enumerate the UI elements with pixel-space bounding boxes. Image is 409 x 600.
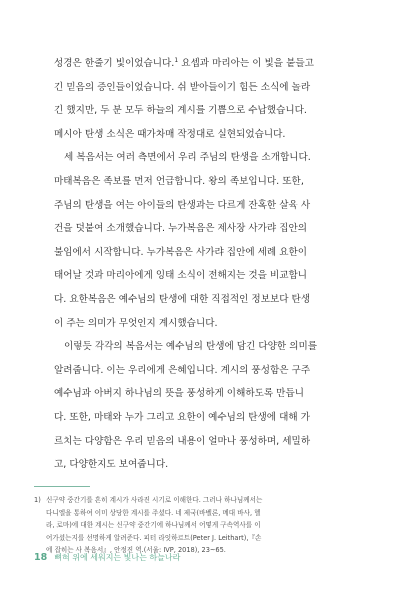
- text-line: 불임에서 시작합니다. 누가복음은 사가랴 집안에 세례 요한이: [54, 246, 308, 258]
- text-line: 마태복음은 족보를 먼저 언급합니다. 왕의 족보입니다. 또한,: [54, 175, 304, 187]
- text-line: 주님의 탄생을 여는 아이들의 탄생과는 다르게 잔혹한 살육 사: [54, 199, 311, 211]
- text-line: 세 복음서는 여러 측면에서 우리 주님의 탄생을 소개합니다.: [64, 152, 311, 164]
- footnote: [34, 494, 376, 557]
- text-line: 다. 또한, 마태와 누가 그리고 요한이 예수님의 탄생에 대해 가: [54, 411, 310, 423]
- text-line: 알려줍니다. 이는 우리에게 은혜입니다. 계시의 풍성함은 구주: [54, 364, 311, 376]
- text-line: 성경은 한줄기 빛이었습니다.$^1$ 요셉과 마리아는 이 빛을 붙들고: [54, 56, 314, 69]
- text-line: 메시아 탄생 소식은 때가차매 작정대로 실현되었습니다.: [54, 128, 286, 140]
- footnote-line: 에 잡히는 사 복음서』, 안정진 역.(서울: IVP, 2018), 23~65.: [46, 546, 226, 555]
- text-line: 건을 덧붙여 소개했습니다. 누가복음은 제사장 사가랴 집안의: [54, 223, 308, 235]
- text-line: 르치는 다양함은 우리 믿음의 내용이 얼마나 풍성하며, 세밀하: [54, 435, 311, 447]
- text-line: 고, 다양한지도 보여줍니다.: [54, 459, 169, 471]
- text-line: 긴 했지만, 두 분 모두 하늘의 계시를 기쁨으로 수납했습니다.: [54, 105, 307, 117]
- page-number: 18: [34, 552, 48, 563]
- footnote-line: 라, 로마)에 대한 계시는 신구약 중간기에 하나님께서 어떻게 구속역사를 이: [46, 521, 261, 530]
- text-line: 이 주는 의미가 무엇인지 계시했습니다.: [54, 317, 218, 329]
- text-line: 예수님과 아버지 하나님의 뜻을 풍성하게 이해하도록 만듭니: [54, 388, 304, 400]
- text-line: 다. 요한복음은 예수님의 탄생에 대한 직접적인 정보보다 탄생: [54, 293, 311, 305]
- text-line: 이렇듯 각각의 복음서는 예수님의 탄생에 담긴 다양한 의미를: [64, 341, 318, 353]
- footnote-divider: [34, 486, 90, 487]
- body-text: [54, 52, 356, 477]
- running-title: 뼈혀 위에 세워지는 빛나는 하늘나라: [54, 553, 181, 562]
- footnote-line: 다니엘을 통하여 이미 상당한 계시를 주셨다. 네 제국(바벨론, 메대 바사, 헬: [46, 508, 261, 517]
- footnote-line: 1) 신구약 중간기를 흔히 계시가 사라진 시기로 이해한다. 그러나 하나님께서는: [34, 494, 376, 507]
- footnote-ref[interactable]: 1: [174, 56, 179, 64]
- text-line: 긴 믿음의 증인들이었습니다. 쉬 받아들이기 힘든 소식에 놀라: [54, 81, 311, 93]
- page-footer: [34, 552, 180, 563]
- footnote-line: 어가셨는지를 선명하게 알려준다. 피터 라잇하르트(Peter J. Leithart),『손: [46, 533, 262, 542]
- text-line: 태어날 것과 마리아에게 잉태 소식이 전해지는 것을 비교합니: [54, 270, 308, 282]
- footnote-number: 1): [34, 496, 41, 504]
